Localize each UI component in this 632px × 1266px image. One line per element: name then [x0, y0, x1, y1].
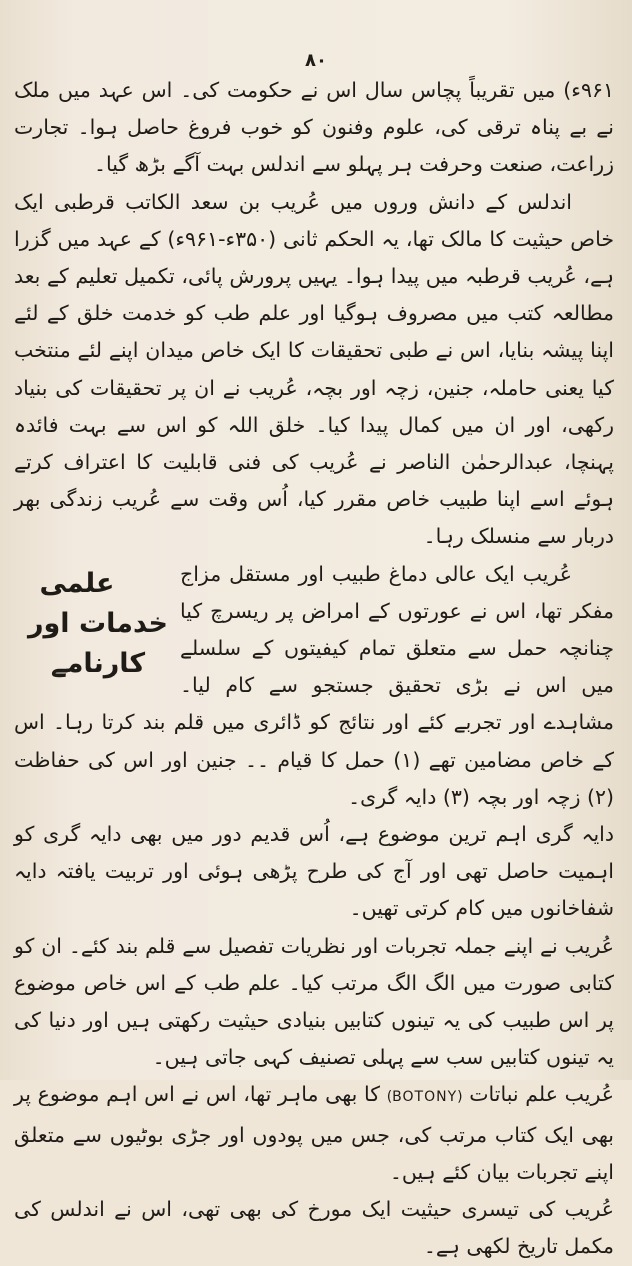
paragraph: عُریب کی تیسری حیثیت ایک مورخ کی بھی تھی، اس نے اندلس کی مکمل تاریخ لکھی ہے۔ — [14, 1197, 614, 1259]
paragraph — [14, 1076, 614, 1191]
page-number: ۸۰ — [305, 50, 327, 71]
paragraph: عُریب نے اپنے جملہ تجربات اور نظریات تفصیل سے قلم بند کئے۔ ان کو کتابی صورت میں الگ الگ مرتب کیا۔ علم طب کے اس خاص موضوع پر اس طبیب کی یہ تینوں کتابیں بنیادی حیثیت رکھتی ہیں اور دنیا کی یہ تینوں کتابیں سب سے پہلی تصنیف کہی جاتی ہیں۔ — [14, 933, 614, 1070]
paragraph: ۹۶۱ء) میں تقریباً پچاس سال اس نے حکومت کی۔ اس عہد میں ملک نے بے پناہ ترقی کی، علوم وفنون کو خوب فروغ حاصل ہوا۔ تجارت زراعت، صنعت وحرفت ہر پہلو سے اندلس بہت آگے بڑھ گیا۔ — [14, 78, 614, 177]
paragraph-text: عُریب علم نباتات — [462, 1082, 614, 1107]
body-text — [14, 72, 614, 1266]
paragraph-text: عُریب ایک عالی دماغ طبیب اور مستقل مزاج مفکر تھا، اس نے عورتوں کے امراض پر ریسرچ کیا چنانچہ حمل سے متعلق تمام کیفیتوں کے سلسلے میں اس نے بڑی تحقیق جستجو سے کام لیا۔ مشاہدے اور تجربے کئے اور نتائج کو ڈائری میں قلم بند کرتا رہا۔ اس کے خاص مضامین تھے (۱) حمل کا قیام ۔۔ جنین اور اس کی حفاظت (۲) زچہ اور بچہ (۳) دایہ گری۔ — [14, 561, 614, 809]
section-heading: علمی خدمات اور کارنامے — [27, 567, 169, 679]
paragraph-text: کا بھی ماہر تھا، اس نے اس اہم موضوع پر بھی ایک کتاب مرتب کی، جس میں پودوں اور جڑی بوٹیوں سے متعلق اپنے تجربات بیان کئے ہیں۔ — [14, 1082, 614, 1184]
paragraph — [14, 556, 614, 816]
paragraph: دایہ گری اہم ترین موضوع ہے، اُس قدیم دور میں بھی دایہ گری کو اہمیت حاصل تھی اور آج کی طرح پڑھی ہوئی اور تربیت یافتہ دایہ شفاخانوں میں کام کرتی تھیں۔ — [14, 822, 614, 921]
paragraph: اندلس کے دانش وروں میں عُریب بن سعد الکاتب قرطبی ایک خاص حیثیت کا مالک تھا، یہ الحکم ثانی (۳۵۰ء-۹۶۱ء) کے عہد میں گزرا ہے، عُریب قرطبہ میں پیدا ہوا۔ یہیں پرورش پائی، تکمیل تعلیم کے بعد مطالعہ کتب میں مصروف ہوگیا اور علم طب کو خدمت خلق کے لئے اپنا پیشہ بنایا، اس نے طبی تحقیقات کا ایک خاص میدان اپنے لئے منتخب کیا یعنی حاملہ، جنین، زچہ اور بچہ، عُریب نے ان پر تحقیقات کی بنیاد رکھی، اور ان میں کمال پیدا کیا۔ خلق اللہ کو اس سے بہت فائدہ پہنچا، عبدالرحمٰن الناصر نے عُریب کی فنی قابلیت کا اعتراف کرتے ہوئے اسے اپنا طبیب خاص مقرر کیا، اُس وقت سے عُریب زندگی بھر دربار سے منسلک رہا۔ — [14, 189, 614, 549]
botany-term: (BOTONY) — [386, 1089, 463, 1106]
